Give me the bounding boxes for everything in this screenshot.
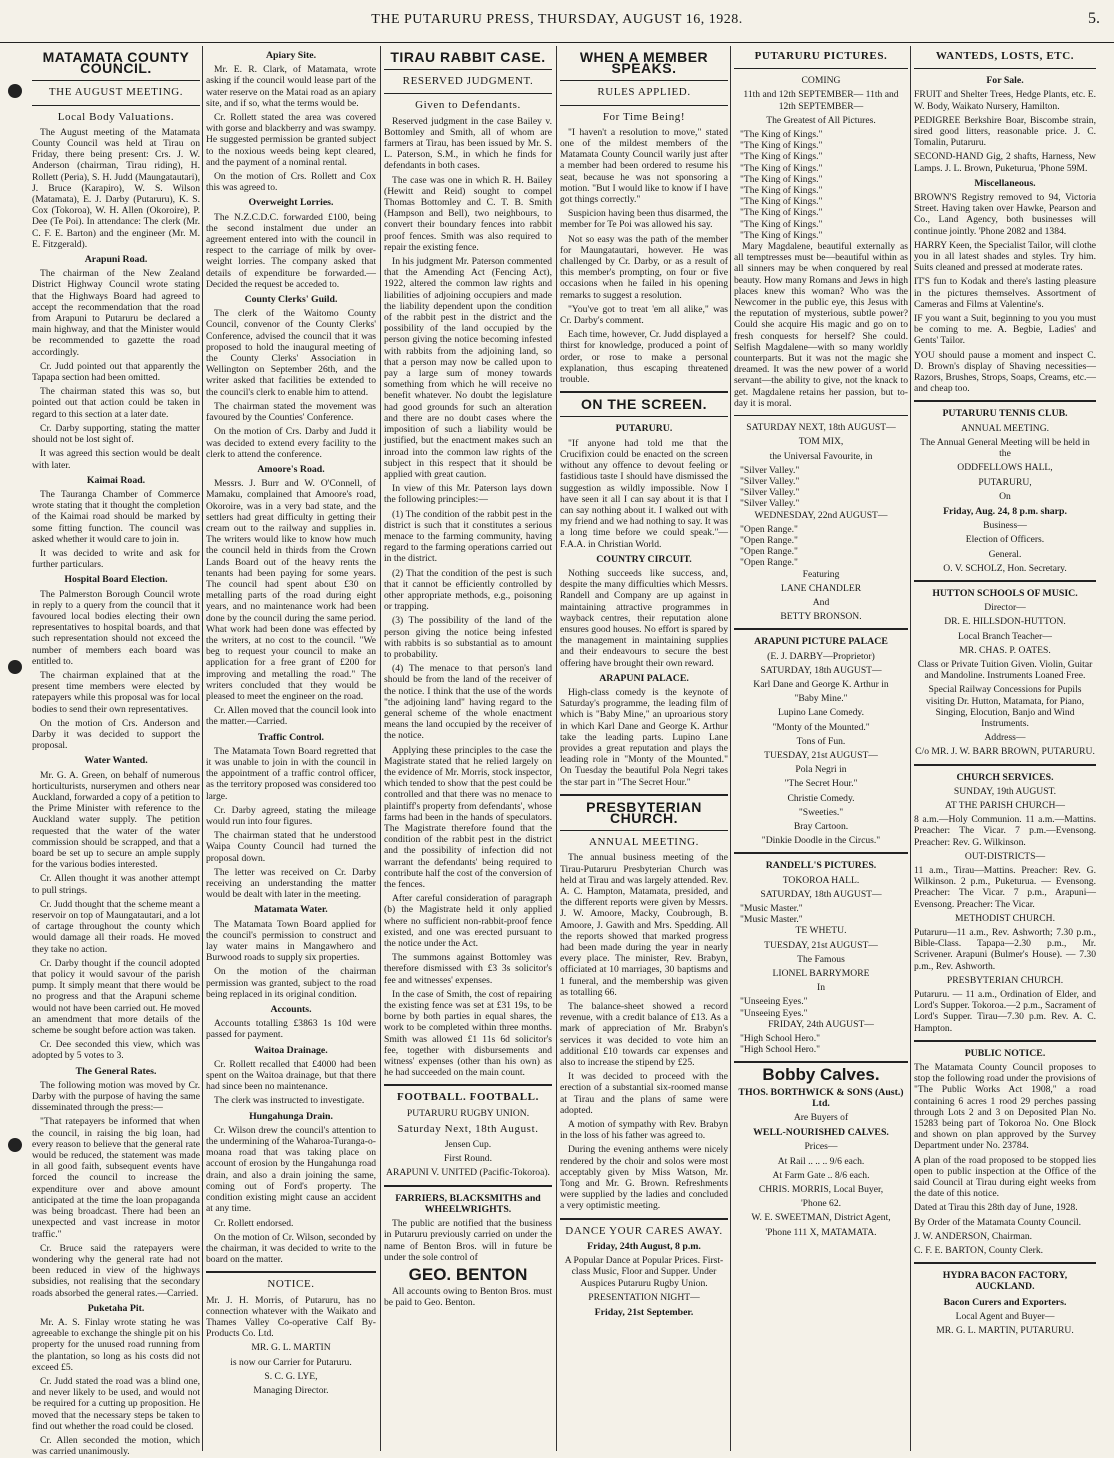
subhead: THE AUGUST MEETING. [48, 86, 184, 99]
notice-heading: NOTICE. [267, 1278, 315, 1291]
ad-line: Address— [984, 732, 1026, 744]
ad-line: Friday, 24th August, 8 p.m. [587, 1240, 701, 1252]
ad-line: A Popular Dance at Popular Prices. First-class Music, Floor and Supper. Under Auspices Putaruru Rugby Union. [564, 1255, 724, 1289]
paragraph: Cr. Darby agreed, stating the mileage would run into four figures. [206, 804, 376, 827]
ad-line: TUESDAY, 21st AUGUST— [764, 939, 878, 951]
ad-line: Bray Cartoon. [793, 820, 849, 832]
film-title: "High School Hero." [740, 1044, 821, 1056]
ad-line: C/o MR. J. W. BARR BROWN, PUTARURU. [915, 746, 1095, 758]
subhead: Local Body Valuations. [57, 110, 175, 123]
section-head: ARAPUNI PALACE. [599, 672, 689, 684]
ad-line: O. V. SCHOLZ, Hon. Secretary. [943, 562, 1067, 574]
paragraph: On the motion of Crs. Rollett and Cox this was agreed to. [206, 171, 376, 194]
section-head: Kaimai Road. [86, 474, 146, 486]
section-head: Miscellaneous. [974, 177, 1036, 189]
section-head: Hospital Board Election. [64, 574, 168, 586]
section-head: Traffic Control. [257, 731, 325, 743]
service-line: 11 a.m., Tirau—Mattins. Preacher: Rev. G. Wilkinson. 2 p.m., Puketurua. — Evensong. Preacher: The Vicar. 7 p.m., Arapuni—Evensong. Preacher: The Vicar. [914, 864, 1096, 910]
paragraph: (4) The menace to that person's land should be from the land of the receiver of the notice. I think that the use of the words "the adjoining land" having regard to the general scheme of the whole enactment means the land occupied by the receiver of the notice. [384, 663, 552, 742]
ad-line: S. C. G. LYE, [264, 1370, 318, 1382]
ad-line: ODDFELLOWS HALL, [957, 462, 1053, 474]
paragraph: A plan of the road proposed to be stopped lies open to public inspection at the Office of the said Council at Tirau during eight weeks from the date of this notice. [914, 1154, 1096, 1200]
column-6 [914, 46, 1096, 1451]
section-head: PUTARURU. [615, 423, 673, 435]
film-title: "Music Master." [740, 914, 803, 926]
ad-line: LIONEL BARRYMORE [772, 968, 870, 980]
ad-line: Managing Director. [253, 1384, 329, 1396]
column-rule [202, 46, 203, 1451]
section-head: County Clerks' Guild. [244, 294, 338, 306]
classified-ad: SECOND-HAND Gig, 2 shafts, Harness, New Lamps. J. L. Brown, Puketurua, 'Phone 59M. [914, 151, 1096, 174]
paragraph: The case was one in which R. H. Bailey (Hewitt and Reid) sought to compel Thomas Bottomley and C. T. B. Smith (Hampson and Bell), two neighbours, to convert their boundary fences into rabbit proof fences. Smith was also required to repair the existing fence. [384, 174, 552, 253]
paragraph: The Matamata County Council proposes to stop the following road under the provisions of "The Public Works Act 1908," a road containing 6 acres 1 rood 29 perches passing through Lots 2 and 3 on Deposited Plan No. 15283 being part of Tokoroa No. One Block and shown on plan approved by the Survey Department under No. 23784. [914, 1062, 1096, 1152]
film-title: "The King of Kings." [740, 207, 823, 219]
ad-heading: CHURCH SERVICES. [956, 771, 1054, 783]
section-head: Waitoa Drainage. [254, 1044, 328, 1056]
ad-line: Pola Negri in [795, 764, 847, 776]
paragraph: High-class comedy is the keynote of Saturday's programme, the leading film of which is "Baby Mine," an uproarious story in which Karl Dane and George K. Arthur take the leading parts. Lupino Lane provides a great reputation and plays the leading role in "Monty of the Mounted." On Tuesday the beautiful Pola Negri takes the star part in "The Secret Hour." [560, 686, 728, 788]
ad-line: FRIDAY, 24th AUGUST— [768, 1018, 874, 1030]
paragraph: Mary Magdalene, beautiful externally as all temptresses must be—beautiful within as all sinners may be when conquered by real beauty. How many Romans and Jews in high places knew this woman? Who was the Newcomer in the public eye, this Jesus with the reputation of mysterious, subtle power? Could she acquire His magic and go on to fresh conquests for herself? She could. Selfish Magdalene—with so many worldly counterparts. But it was not the magic she dreamed. It was the new power of a world servant—the ability to give, not the knack to get. Magdalene retains her passion, but to-day it is moral. [734, 241, 908, 409]
ad-line: Lupino Lane Comedy. [778, 707, 864, 719]
section-head: Overweight Lorries. [248, 197, 334, 209]
paragraph: The summons against Bottomley was therefore dismissed with £3 3s solicitor's fee and witnesses' expenses. [384, 952, 552, 986]
section-head: Amoore's Road. [257, 463, 325, 475]
ad-line: TOKOROA HALL. [782, 874, 860, 886]
paragraph: Cr. Darby thought if the council adopted that policy it would savour of the parish pump. It simply meant that there would be no progress and that the Arapuni scheme would not have been carried out. He moved an amendment that more details of the scheme be sought before action was taken. [32, 957, 200, 1037]
ad-line: BETTY BRONSON. [780, 611, 862, 623]
price-line: At Farm Gate .. 8/6 each. [772, 1169, 870, 1181]
paragraph: Cr. Judd pointed out that apparently the Tapapa section had been omitted. [32, 360, 200, 384]
ad-line: PRESENTATION NIGHT— [588, 1291, 700, 1303]
film-title: "Open Range." [740, 546, 798, 558]
paragraph: Cr. Allen seconded the motion, which was carried unanimously. [32, 1434, 200, 1458]
ad-line: Tons of Fun. [796, 735, 846, 747]
film-title: "Baby Mine." [794, 693, 848, 705]
ad-line: Business— [983, 520, 1027, 532]
ad-line: Featuring [802, 568, 840, 580]
column-1 [32, 46, 200, 1458]
ad-line: METHODIST CHURCH. [954, 912, 1056, 924]
paragraph: (3) The possibility of the land of the person giving the notice being infested with rabbits is so substantial as to amount to probability. [384, 615, 552, 660]
ad-line: First Round. [444, 1153, 492, 1165]
film-title: "The King of Kings." [740, 196, 823, 208]
ad-line: Friday, 21st September. [594, 1306, 694, 1318]
ad-line: WEDNESDAY, 22nd AUGUST— [754, 509, 888, 521]
paragraph: Cr. Rollett endorsed. [214, 1217, 294, 1229]
column-rule [380, 46, 381, 1451]
paragraph: The Tauranga Chamber of Commerce wrote stating that it thought the completion of the Kaimai road should be marked by some fitting function. The council was asked whether it would care to join in. [32, 488, 200, 545]
paragraph: Mr. A. S. Finlay wrote stating he was agreeable to exchange the shingle pit on his property for the unused road running from the plantation, so long as his costs did not exceed £5. [32, 1316, 200, 1373]
classified-ad: HARRY Keen, the Specialist Tailor, will clothe you in all latest shades and styles. Try him. Suits cleaned and pressed at moderate rates. [914, 239, 1096, 274]
paragraph: The chairman explained that at the present time members were elected by ratepayers while this proposal was for local bodies to send their own representatives. [32, 669, 200, 715]
classified-ad: IT'S fun to Kodak and there's lasting pleasure in the pictures themselves. Assortment of Cameras and Films at Valentine's. [914, 276, 1096, 310]
film-title: "The King of Kings." [740, 173, 823, 185]
paragraph: Cr. Judd thought that the scheme meant a reservoir on top of Maungatautari, and a lot of cartage throughout the county which would damage all their roads. He moved they take no action. [32, 898, 200, 955]
film-title: "Sweeties." [798, 806, 844, 818]
ad-line: And [812, 596, 830, 608]
section-head: Arapuni Road. [84, 254, 148, 266]
paragraph: It was decided to proceed with the erection of a substantial six-roomed manse at Tirau and the plans of same were adopted. [560, 1071, 728, 1116]
ad-heading: HUTTON SCHOOLS OF MUSIC. [932, 587, 1078, 599]
column-rule [556, 46, 557, 1451]
section-head: For Sale. [986, 75, 1024, 87]
film-title: "High School Hero." [740, 1033, 821, 1045]
ad-line: SATURDAY NEXT, 18th AUGUST— [746, 422, 896, 434]
section-head: COUNTRY CIRCUIT. [596, 553, 692, 565]
masthead-line: THE PUTARURU PRESS, THURSDAY, AUGUST 16, 1928. [371, 12, 743, 27]
paragraph: It was decided to write and ask for further particulars. [32, 547, 200, 571]
ad-line: Election of Officers. [965, 534, 1045, 546]
ad-line: Friday, Aug. 24, 8 p.m. sharp. [943, 505, 1067, 517]
headline: PUTARURU PICTURES. [754, 50, 888, 62]
ad-line: TE WHETU. [795, 925, 847, 937]
ad-line: SATURDAY, 18th AUGUST— [760, 888, 882, 900]
ad-line: W. E. SWEETMAN, District Agent, [751, 1212, 891, 1224]
ad-line: MR. G. L. MARTIN [251, 1342, 331, 1354]
film-title: "The King of Kings." [740, 162, 823, 174]
paragraph: The chairman stated that he understood Waipa County Council had turned the proposal down. [206, 830, 376, 864]
film-title: "Open Range." [740, 557, 798, 569]
subhead: RESERVED JUDGMENT. [402, 75, 534, 88]
ad-line: TOM MIX, [798, 436, 844, 448]
paragraph: Mr. G. A. Green, on behalf of numerous horticulturists, nurserymen and others near Auckland, forwarded a copy of a petition to the Prime Minister with reference to the Auckland water supply. The petition requested that the water of the water commission should be scrapped, and that a board be set up to secure an ample supply for the various bodies interested. [32, 769, 200, 871]
ad-line: Director— [984, 602, 1026, 614]
paragraph: Each time, however, Cr. Judd displayed a thirst for knowledge, produced a point of order, or rose to make a personal explanation, thus escaping threatened trouble. [560, 329, 728, 386]
notice-ad [206, 1295, 376, 1397]
ad-line: CHRIS. MORRIS, Local Buyer, [758, 1184, 884, 1196]
paragraph: Accounts totalling £3863 1s 10d were passed for payment. [206, 1018, 376, 1041]
section-head: Matamata Water. [254, 904, 328, 916]
paragraph: The balance-sheet showed a record revenue, with a credit balance of £13. As a mark of appreciation of Mr. Brabyn's services it was decided to vote him an additional £10 towards car expenses and also to increase the stipend by £25. [560, 1001, 728, 1069]
ad-line: WELL-NOURISHED CALVES. [753, 1127, 889, 1139]
paragraph: On the motion of Cr. Wilson, seconded by the chairman, it was decided to write to the board on the matter. [206, 1231, 376, 1266]
paragraph: The letter was received on Cr. Darby receiving an understanding the matter would be dealt with later in the meeting. [206, 866, 376, 901]
paragraph: Cr. Rollett stated the area was covered with gorse and blackberry and was swampy. He suggested permission be granted subject to the noxious weeds being kept cleared, and the payment of a nominal rental. [206, 112, 376, 168]
ad-line: In [817, 982, 825, 994]
ad-line: The Greatest of All Pictures. [766, 114, 876, 126]
paragraph: Messrs. J. Burr and W. O'Connell, of Mamaku, complained that Amoore's road, Okoroire, was in a very bad state, and the settlers had great difficulty in getting their cream out to the railway and supplies in. The writers would like to know how much the council held in thirds from the Crown Lands Board out of the heavy rents the tenants had been paying for some years. The council had spent about £30 on metalling parts of the road during eight years, and no maintenance work had been done by the council during the same period. What work had been done was effected by the writers, at no cost to the council. "We beg to request your council to make an application for a free grant of £200 for improving and metalling the road." The writers concluded that they would be pleased to meet the engineer on the road. [206, 478, 376, 702]
price-line: At Rail .. .. .. 9/6 each. [777, 1155, 865, 1167]
film-title: "Open Range." [740, 534, 798, 546]
ad-line: Karl Dane and George K. Arthur in [753, 678, 889, 690]
ad-heading: PUTARURU TENNIS CLUB. [942, 408, 1068, 420]
paragraph: Mr. E. R. Clark, of Matamata, wrote asking if the council would lease part of the water reserve on the Matai road as an apiary site, and if so, what the terms would be. [206, 64, 376, 109]
section-head: The General Rates. [75, 1065, 157, 1077]
column-3 [384, 46, 552, 1451]
paragraph: Cr. Allen thought it was another attempt to pull strings. [32, 873, 200, 896]
paragraph: The clerk was instructed to investigate. [214, 1095, 365, 1107]
paragraph: Cr. Allen moved that the council look into the matter.—Carried. [206, 705, 376, 728]
service-line: Putaruru. — 11 a.m., Ordination of Elder, and Lord's Supper. Tokoroa.—2 p.m., Sacrament of Lord's Supper. Tirau—7.30 p.m. Rev. A. C. Hampton. [914, 989, 1096, 1034]
paragraph: Not so easy was the path of the member for Maungatautari, however. He was challenged by Cr. Darby, or as a result of this member's prompting, on four or five occasions when he failed in his opening remarks to suggest a resolution. [560, 233, 728, 301]
paragraph: After careful consideration of paragraph (b) the Magistrate held it only applied where no sufficient non-rabbit-proof fence existed, and one was erected pursuant to the notice under the Act. [384, 893, 552, 950]
ad-line: DR. E. HILLSDON-HUTTON. [944, 616, 1066, 628]
column-4 [560, 46, 728, 1451]
paragraph: The annual business meeting of the Tirau-Putaruru Presbyterian Church was held at Tirau and was largely attended. Rev. A. C. Hampton, Matamata, presided, and the different reports were given by Messrs. J. W. Amoore, Macky, Coubrough, B. Amoore, J. Gawith and Mrs. Spedding. All the reports showed that marked progress had been made during the year in nearly every place. The minister, Rev. Brabyn, officiated at 10 marriages, 30 baptisms and 1 funeral, and the membership was given as totalling 66. [560, 852, 728, 998]
headline: WHEN A MEMBER SPEAKS. [579, 49, 709, 77]
film-title: "Open Range." [740, 523, 798, 535]
paragraph: The following motion was moved by Cr. Darby with the purpose of having the same disseminated through the press:— [32, 1079, 200, 1114]
ad-line: Christie Comedy. [787, 792, 855, 804]
paragraph: In view of this Mr. Paterson lays down the following principles:— [384, 483, 552, 506]
subhead: ANNUAL MEETING. [588, 836, 700, 849]
classified-ad: PEDIGREE Berkshire Boar, Biscombe strain, sired good litters, reasonable price. J. C. Tomalin, Putaruru. [914, 114, 1096, 149]
paragraph: The Matamata Town Board applied for the council's permission to construct and lay water mains in Mangawhero and Burwood roads to supply six properties. [206, 918, 376, 964]
paragraph: The Palmerston Borough Council wrote in reply to a query from the council that it favoured local bodies electing their own representatives to hospital boards, and that such representation should not exceed the number of members each board was entitled to. [32, 588, 200, 667]
ad-line: 11th and 12th SEPTEMBER— 11th and 12th SEPTEMBER— [743, 89, 899, 112]
ad-line: Class or Private Tuition Given. Violin, Guitar and Mandoline. Instruments Loaned Free. [917, 658, 1093, 682]
section-head: Accounts. [270, 1004, 312, 1016]
binding-hole-mark [8, 660, 22, 674]
paragraph: Cr. Dee seconded this view, which was adopted by 5 votes to 3. [32, 1039, 200, 1062]
column-rule [730, 46, 731, 1451]
section-head: Water Wanted. [84, 755, 148, 767]
ad-line: AT THE PARISH CHURCH— [944, 799, 1066, 811]
ad-heading: PUBLIC NOTICE. [964, 1047, 1046, 1059]
headline: TIRAU RABBIT CASE. [390, 49, 546, 65]
football-heading: FOOTBALL. FOOTBALL. [397, 1091, 539, 1104]
film-title: "Unseeing Eyes." [740, 996, 808, 1008]
paragraph: "That ratepayers be informed that when the council, in raising the big loan, had every reason to believe that the general rate would be reduced, the statement was made in all good faith, subsequent events have forced the council to increase the expenditure over and above amount anticipated at the time the loan propaganda was being broadcast. There had been an unexpected and vast increase in motor traffic." [32, 1116, 200, 1240]
paragraph: C. F. E. BARTON, County Clerk. [914, 1245, 1044, 1257]
film-title: "The King of Kings." [740, 129, 823, 141]
ad-line: Bacon Curers and Exporters. [943, 1296, 1067, 1308]
paragraph: The clerk of the Waitomo County Council, convenor of the County Clerks' Conference, advised the council that it was proposed to hold the inaugural meeting of the County Clerks' Association in Wellington on September 26th, and the writer asked that facilities be extended to the council's clerk to enable him to attend. [206, 308, 376, 398]
paragraph: Cr. Rollett recalled that £4000 had been spent on the Waitoa drainage, but that there had since been no maintenance. [206, 1058, 376, 1093]
paragraph: The chairman stated the movement was favoured by the Counties' Conference. [206, 400, 376, 424]
ad-line: THOS. BORTHWICK & SONS (Aust.) Ltd. [738, 1086, 904, 1109]
headline: PRESBYTERIAN CHURCH. [586, 798, 702, 826]
headline: WANTEDS, LOSTS, ETC. [935, 50, 1075, 62]
ad-heading: RANDELL'S PICTURES. [765, 860, 877, 872]
ad-heading: HYDRA BACON FACTORY, AUCKLAND. [942, 1270, 1068, 1293]
ad-line: PUTARURU, [978, 476, 1032, 488]
film-title: "Monty of the Mounted." [772, 721, 870, 733]
paragraph: Nothing succeeds like success, and, despite the many difficulties which Messrs. Randell and Company are up against in maintaining attractive programmes in wayback centres, their reputation alone ensures good houses. No effort is spared by the management in maintaining supplies and their endeavours to secure the best offering have brought their own reward. [560, 567, 728, 669]
paragraph: Cr. Judd stated the road was a blind one, and never likely to be used, and would not be required for a cutting up proposition. He moved that the necessary steps be taken to find out whether the road could be closed. [32, 1375, 200, 1432]
film-title: "The King of Kings." [740, 151, 823, 163]
paragraph: "If anyone had told me that the Crucifixion could be enacted on the screen without any offence to devout feeling or fastidious taste I should have dismissed the suggestion as wildly impossible. Now I have seen it all I can say about it is that I can say nothing about it. I walked out with my friend and we had nothing to say. It was a long time before we could speak."—F.A.A. in Christian World. [560, 437, 728, 550]
paragraph: The August meeting of the Matamata County Council was held at Tirau on Friday, there being present: Crs. J. W. Anderson (chairman, Tirau riding), H. Rollett (Peria), S. H. Judd (Maungatautari), J. Bruce (Karapiro), W. S. Wilson (Matamata), E. J. Darby (Putaruru), K. S. Cox (Tokoroa), W. H. Allen (Okoroire), P. Dee (Te Poi). In attendance: The clerk (Mr. C. F. E. Barton) and the engineer (Mr. M. E. Fitzgerald). [32, 126, 200, 250]
ad-line: is now our Carrier for Putaruru. [230, 1356, 352, 1368]
ad-line: LANE CHANDLER [780, 582, 862, 594]
paragraph: Cr. Darby supporting, stating the matter should not be lost sight of. [32, 422, 200, 446]
paragraph: Mr. J. H. Morris, of Putaruru, has no connection whatever with the Waikato and Thames Valley Co-operative Calf By-Products Co. Ltd. [206, 1294, 376, 1340]
paragraph: The chairman stated this was so, but pointed out that action could be taken in regard to this section at a later date. [32, 386, 200, 420]
ad-line: ARAPUNI V. UNITED (Pacific-Tokoroa). [386, 1167, 550, 1179]
ad-line: OUT-DISTRICTS— [964, 850, 1046, 862]
ad-line: On [999, 490, 1011, 502]
ad-line: MR. G. L. MARTIN, PUTARURU. [936, 1325, 1074, 1337]
classified-ad: FRUIT and Shelter Trees, Hedge Plants, etc. E. W. Body, Waikato Nursery, Hamilton. [914, 89, 1096, 112]
bobby-calves-heading: Bobby Calves. [762, 1065, 880, 1085]
service-line: Putaruru—11 a.m., Rev. Ashworth; 7.30 p.m., Bible-Class. Tapapa—2.30 p.m., Mr. Scrivener. Arapuni (Bulmer's House). — 7.30 p.m., Rev. Ashworth. [914, 927, 1096, 972]
paragraph: Reserved judgment in the case Bailey v. Bottomley and Smith, all of whom are farmers at Tirau, has been issued by Mr. S. L. Paterson, S.M., in which he finds for defendants in both cases. [384, 115, 552, 172]
film-title: "Silver Valley." [740, 498, 800, 510]
film-title: "The King of Kings." [740, 218, 823, 230]
ad-line: (E. J. DARBY—Proprietor) [767, 650, 875, 662]
paragraph: On the motion of the chairman permission was granted, subject to the road being replaced in its original condition. [206, 966, 376, 1000]
ad-line: PRESBYTERIAN CHURCH. [946, 974, 1064, 986]
paragraph: In the case of Smith, the cost of repairing the existing fence was set at £31 19s, to be borne by both parties in equal shares, the work to be completed within three months. Smith was allowed £1 11s 6d solicitor's fee, together with disbursements and witness' expenses (other than his own) as he had succeeded on the main count. [384, 988, 552, 1079]
ad-line: Local Agent and Buyer— [955, 1310, 1055, 1322]
film-title: "Silver Valley." [740, 475, 800, 487]
column-2 [206, 46, 376, 1451]
ad-line: PUTARURU RUGBY UNION. [406, 1107, 530, 1119]
page-header [0, 0, 1114, 43]
paragraph: During the evening anthems were nicely rendered by the choir and solos were most acceptably given by Miss Watson, Mr. Tong and Mr. G. Brown. Refreshments were supplied by the ladies and concluded a very optimistic meeting. [560, 1144, 728, 1212]
paragraph: The Matamata Town Board regretted that it was unable to join in with the council in the appointment of a traffic control officer, as the territory proposed was considered too large. [206, 745, 376, 802]
column-5 [734, 46, 908, 1451]
subhead: RULES APPLIED. [597, 86, 691, 99]
paragraph: On the motion of Crs. Darby and Judd it was decided to extend every facility to the clerk to attend the conference. [206, 426, 376, 460]
section-head: Hungahunga Drain. [249, 1110, 333, 1122]
headline: MATAMATA COUNTY COUNCIL. [42, 49, 190, 77]
paragraph: "I haven't a resolution to move," stated one of the mildest members of the Matamata County Council warily just after a member had been ordered to resume his seat, because he was not sponsoring a motion. "But I would like to know if I have got things correctly." [560, 126, 728, 206]
headline: ON THE SCREEN. [580, 396, 707, 413]
film-title: "Silver Valley." [740, 464, 800, 476]
subhead: For Time Being! [602, 110, 686, 123]
ad-line: 'Phone 111 X, MATAMATA. [765, 1226, 877, 1238]
binding-hole-mark [8, 84, 22, 98]
benton-name: GEO. BENTON [408, 1264, 528, 1284]
farriers-heading: FARRIERS, BLACKSMITHS and WHEELWRIGHTS. [395, 1192, 541, 1215]
classified-ad: YOU should pause a moment and inspect C. D. Brown's display of Shaving necessities—Razors, Brushes, Strops, Soaps, Creams, etc.—and cheap too. [914, 349, 1096, 395]
film-title: "Unseeing Eyes." [740, 1007, 808, 1019]
paragraph: Applying these principles to the case the Magistrate stated that he relied largely on the evidence of Mr. Morris, stock inspector, which tended to show that the pest could be controlled and that there was no menace to plaintiff's property from defendants', whose farms had been in the hands of speculators. The Magistrate therefore found that the condition of the rabbit pest in the district and the possibility of infection did not warrant the defendants' being required to contribute half the cost of the conversion of the fences. [384, 744, 552, 891]
ad-line: Special Railway Concessions for Pupils visiting Dr. Hutton, Matamata, for Piano, Singing, Elocution, Banjo and Wind Instruments. [925, 684, 1084, 729]
column-rule [910, 46, 911, 1451]
paragraph: J. W. ANDERSON, Chairman. [914, 1230, 1033, 1242]
ad-line: SATURDAY, 18th AUGUST— [760, 664, 882, 676]
ad-line: MR. CHAS. P. OATES. [959, 644, 1051, 656]
section-head: Apiary Site. [265, 50, 317, 61]
ad-line: Local Branch Teacher— [958, 630, 1052, 642]
paragraph: The N.Z.C.D.C. forwarded £100, being the second instalment due under an agreement entered into with the council in respect to the carriage of milk by over-weight lorries. The company asked that details of expenditure be forwarded.—Decided the request be acceded to. [206, 211, 376, 290]
paragraph: By Order of the Matamata County Council. [914, 1216, 1082, 1228]
paragraph: The chairman of the New Zealand District Highway Council wrote stating that the Highways Board had agreed to accept the recommendation that the road from Arapuni to Putaruru be declared a main highway, and that the Minister would be recommended to gazette the road accordingly. [32, 268, 200, 358]
paragraph: Cr. Wilson drew the council's attention to the undermining of the Waharoa-Turanga-o-moana road that was taking place on account of erosion by the Hungahunga road drain, and also a drain joining the same, coming out of Ford's property. The condition existing might cause an accident at any time. [206, 1124, 376, 1215]
paragraph: "You've got to treat 'em all alike," was Cr. Darby's comment. [560, 303, 728, 327]
paragraph: (2) That the condition of the pest is such that it cannot be efficiently controlled by other appropriate methods, e.g., poisoning or trapping. [384, 567, 552, 613]
paragraph: It was agreed this section would be dealt with later. [32, 448, 200, 471]
ad-line: The Annual General Meeting will be held in the [920, 436, 1090, 460]
ad-line: ANNUAL MEETING. [960, 422, 1050, 434]
page-number: 5. [1088, 10, 1100, 27]
ad-line: Saturday Next, 18th August. [397, 1122, 539, 1135]
ad-heading: ARAPUNI PICTURE PALACE [754, 636, 888, 648]
dance-heading: DANCE YOUR CARES AWAY. [565, 1224, 723, 1237]
paragraph: On the motion of Crs. Anderson and Darby it was decided to support the proposal. [32, 717, 200, 752]
film-title: "Silver Valley." [740, 487, 800, 499]
ad-line: COMING [801, 75, 841, 87]
paragraph: Cr. Bruce said the ratepayers were wondering why the general rate had not been reduced in view of the highways subsidies, not realising that the secondary roads absorbed the general rates.—Carried. [32, 1242, 200, 1299]
ad-line: Prices— [804, 1141, 838, 1153]
ad-line: General. [988, 548, 1022, 560]
ad-line: TUESDAY, 21st AUGUST— [764, 749, 878, 761]
ad-line: The Famous [797, 953, 845, 965]
ad-line: the Universal Favourite, in [769, 450, 873, 462]
film-title: "Dinkie Doodle in the Circus." [761, 835, 881, 847]
film-title: "The King of Kings." [740, 140, 823, 152]
film-title: "The King of Kings." [740, 229, 823, 241]
paragraph: In his judgment Mr. Paterson commented that the Amending Act (Fencing Act), 1922, altered the common law rights and liabilities of adjoining occupiers and made the liability dependent upon the condition of the rabbit pest in the district and the possibility of the land occupied by the person giving the notice becoming infested with rabbits from the adjoining land, so that a person may now be called upon to pay a large sum of money towards something from which he will receive no benefit whatever. No doubt the legislature had good grounds for such an alteration and there are no doubt cases where the imposition of such a liability would be justified, but the enactment makes such an inroad into the common law rights of the subject in this respect that it should be applied with great caution. [384, 256, 552, 480]
service-line: 8 a.m.—Holy Communion. 11 a.m.—Mattins. Preacher: The Vicar. 7 p.m.—Evensong. Preacher: Rev. G. Wilkinson. [914, 814, 1096, 848]
ad-line: SUNDAY, 19th AUGUST. [953, 785, 1057, 797]
ad-line: Are Buyers of [793, 1112, 849, 1124]
classified-ad: BROWN'S Registry removed to 94, Victoria Street. Having taken over Hawke, Pearson and Co., Land Agency, both businesses will continue jointly. 'Phone 2082 and 1384. [914, 192, 1096, 237]
paragraph: (1) The condition of the rabbit pest in the district is such that it constitutes a serious menace to the farming community, having regard to the farming operations carried out in the district. [384, 508, 552, 565]
binding-hole-mark [8, 1138, 22, 1152]
subhead: Given to Defendants. [415, 99, 521, 112]
paragraph: All accounts owing to Benton Bros. must be paid to Geo. Benton. [384, 1286, 552, 1309]
section-head: Puketaha Pit. [87, 1302, 145, 1314]
paragraph: A motion of sympathy with Rev. Brabyn in the loss of his father was agreed to. [560, 1119, 728, 1142]
classified-ad: IF you want a Suit, beginning to you you must be coming to me. A. Begbie, Ladies' and Gents' Tailor. [914, 313, 1096, 347]
film-title: "The Secret Hour." [784, 778, 858, 790]
paragraph: The public are notified that the business in Putaruru previously carried on under the name of Benton Bros. will in future be under the sole control of [384, 1218, 552, 1263]
film-title: "Music Master." [740, 903, 803, 914]
film-title: "The King of Kings." [740, 185, 823, 197]
paragraph: Dated at Tirau this 28th day of June, 1928. [914, 1202, 1078, 1214]
paragraph: Suspicion having been thus disarmed, the member for Te Poi was allowed his say. [560, 208, 728, 231]
ad-line: Jensen Cup. [444, 1139, 492, 1151]
ad-line: 'Phone 62. [800, 1198, 842, 1210]
